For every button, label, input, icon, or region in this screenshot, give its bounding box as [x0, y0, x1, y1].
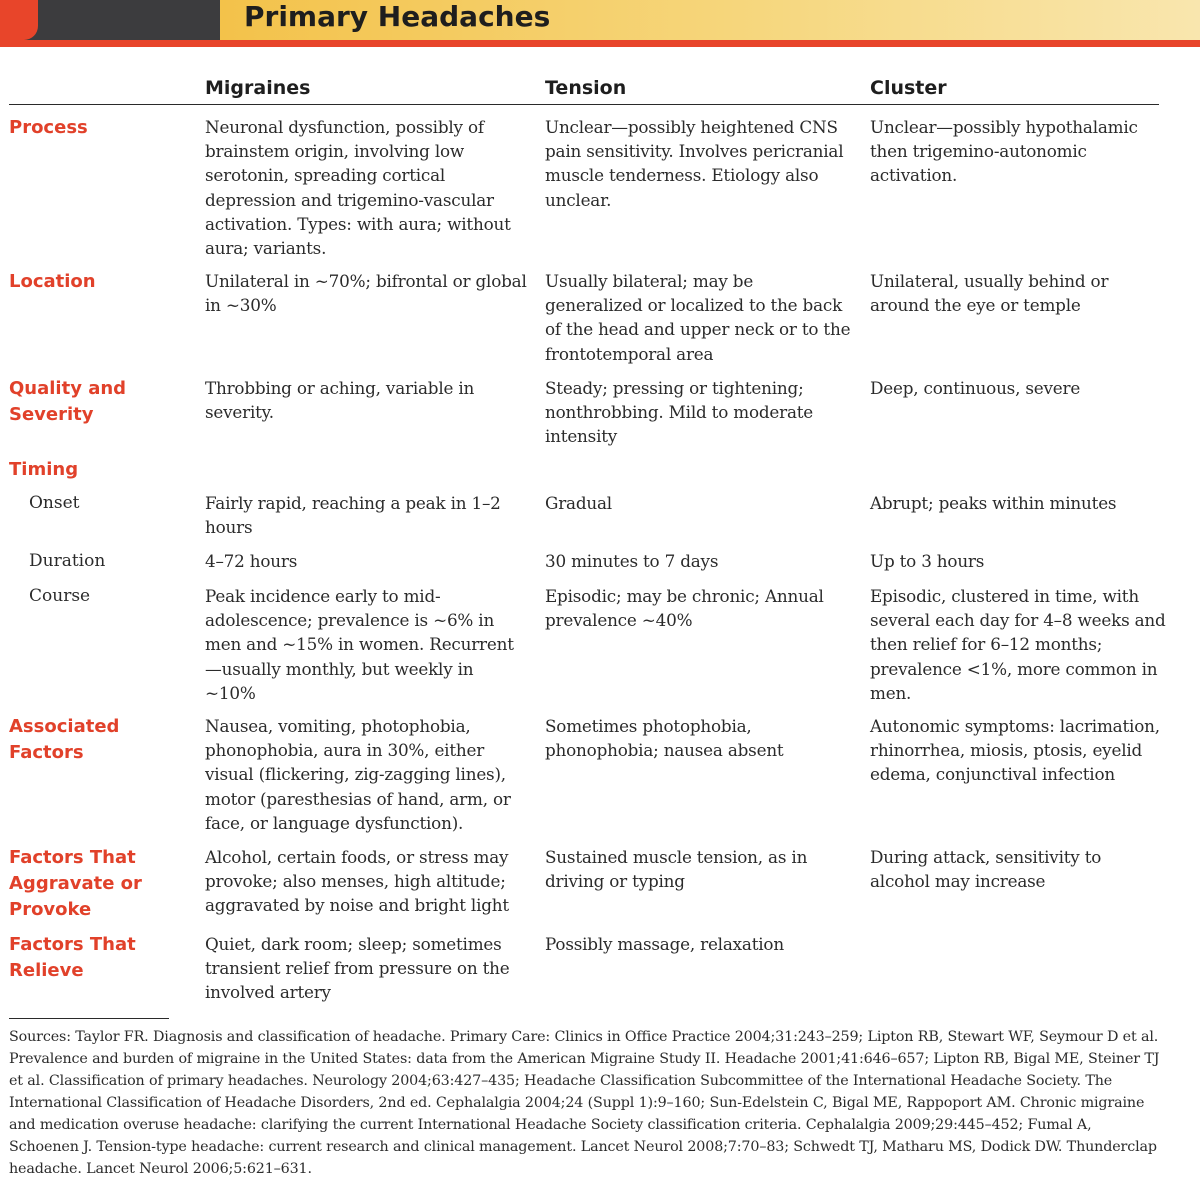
cell-location-migraines: Unilateral in ~70%; bifrontal or global in ~30% [205, 271, 527, 316]
cell-duration-cluster: Up to 3 hours [870, 551, 985, 571]
cell-relieve-tension: Possibly massage, relaxation [545, 934, 784, 954]
row-label-quality: Quality and Severity [9, 378, 127, 425]
row-label-location: Location [9, 271, 96, 292]
cell-aggravate-migraines: Alcohol, certain foods, or stress may provoke; also menses, high altitude; aggravated by noise and bright light [205, 847, 509, 916]
banner-accent-line [0, 40, 1200, 47]
cell-quality-migraines: Throbbing or aching, variable in severity. [205, 378, 475, 423]
row-label-aggravate: Factors That Aggravate or Provoke [9, 847, 142, 920]
header-divider [9, 104, 1159, 105]
cell-course-migraines: Peak incidence early to mid-adolescence; prevalence is ~6% in men and ~15% in women. Recurrent—usually monthly, but weekly in ~10% [205, 586, 514, 703]
column-header-tension: Tension [545, 77, 627, 99]
cell-associated-cluster: Autonomic symptoms: lacrimation, rhinorrhea, miosis, ptosis, eyelid edema, conjunctival infection [870, 716, 1160, 785]
cell-course-tension: Episodic; may be chronic; Annual prevalence ~40% [545, 586, 824, 631]
row-label-course: Course [29, 586, 91, 606]
row-label-duration: Duration [29, 551, 106, 571]
column-header-cluster: Cluster [870, 77, 947, 99]
cell-onset-cluster: Abrupt; peaks within minutes [870, 493, 1117, 513]
row-label-onset: Onset [29, 493, 80, 513]
banner-accent-tab [0, 0, 38, 40]
cell-duration-migraines: 4–72 hours [205, 551, 298, 571]
cell-process-tension: Unclear—possibly heightened CNS pain sensitivity. Involves pericranial muscle tenderness. Etiology also unclear. [545, 117, 844, 210]
cell-location-cluster: Unilateral, usually behind or around the eye or temple [870, 271, 1109, 316]
cell-associated-migraines: Nausea, vomiting, photophobia, phonophobia, aura in 30%, either visual (flickering, zig-zagging lines), motor (paresthesias of hand, arm, or face, or language dysfunction). [205, 716, 511, 833]
page-title: Primary Headaches [244, 0, 551, 33]
cell-aggravate-cluster: During attack, sensitivity to alcohol may increase [870, 847, 1102, 892]
cell-location-tension: Usually bilateral; may be generalized or localized to the back of the head and upper neck or to the frontotemporal area [545, 271, 851, 364]
row-label-timing: Timing [9, 459, 79, 480]
sources-footnote: Sources: Taylor FR. Diagnosis and classification of headache. Primary Care: Clinics in Office Practice 2004;31:243–259; Lipton RB, Stewart WF, Seymour D et al. Prevalence and burden of migraine in the United States: data from the American Migraine Study II. Headache 2001;41:646–657; Lipton RB, Bigal ME, Steiner TJ et al. Classification of primary headaches. Neurology 2004;63:427–435; Headache Classification Subcommittee of the International Headache Society. The International Classification of Headache Disorders, 2nd ed. Cephalalgia 2004;24 (Suppl 1):9–160; Sun-Edelstein C, Bigal ME, Rappoport AM. Chronic migraine and medication overuse headache: clarifying the current International Headache Society classification criteria. Cephalalgia 2009;29:445–452; Fumal A, Schoenen J. Tension-type headache: current research and clinical management. Lancet Neurol 2008;7:70–83; Schwedt TJ, Matharu MS, Dodick DW. Thunderclap headache. Lancet Neurol 2006;5:621–631. [9, 1029, 1160, 1177]
cell-duration-tension: 30 minutes to 7 days [545, 551, 719, 571]
row-label-relieve: Factors That Relieve [9, 934, 136, 981]
cell-associated-tension: Sometimes photophobia, phonophobia; nausea absent [545, 716, 784, 761]
cell-relieve-migraines: Quiet, dark room; sleep; sometimes transient relief from pressure on the involved artery [205, 934, 510, 1003]
cell-onset-migraines: Fairly rapid, reaching a peak in 1–2 hours [205, 493, 501, 538]
row-label-process: Process [9, 117, 88, 138]
cell-aggravate-tension: Sustained muscle tension, as in driving or typing [545, 847, 808, 892]
cell-quality-tension: Steady; pressing or tightening; nonthrobbing. Mild to moderate intensity [545, 378, 814, 447]
row-label-associated: Associated Factors [9, 716, 120, 763]
cell-process-migraines: Neuronal dysfunction, possibly of brainstem origin, involving low serotonin, spreading cortical depression and trigemino-vascular activation. Types: with aura; without aura; variants. [205, 117, 511, 259]
footnote-divider [9, 1018, 169, 1019]
cell-onset-tension: Gradual [545, 493, 612, 513]
header-banner [0, 0, 1200, 48]
cell-process-cluster: Unclear—possibly hypothalamic then trigemino-autonomic activation. [870, 117, 1138, 186]
column-header-migraines: Migraines [205, 77, 311, 99]
cell-quality-cluster: Deep, continuous, severe [870, 378, 1081, 398]
cell-course-cluster: Episodic, clustered in time, with several each day for 4–8 weeks and then relief for 6–12 months; prevalence <1%, more common in men. [870, 586, 1166, 703]
